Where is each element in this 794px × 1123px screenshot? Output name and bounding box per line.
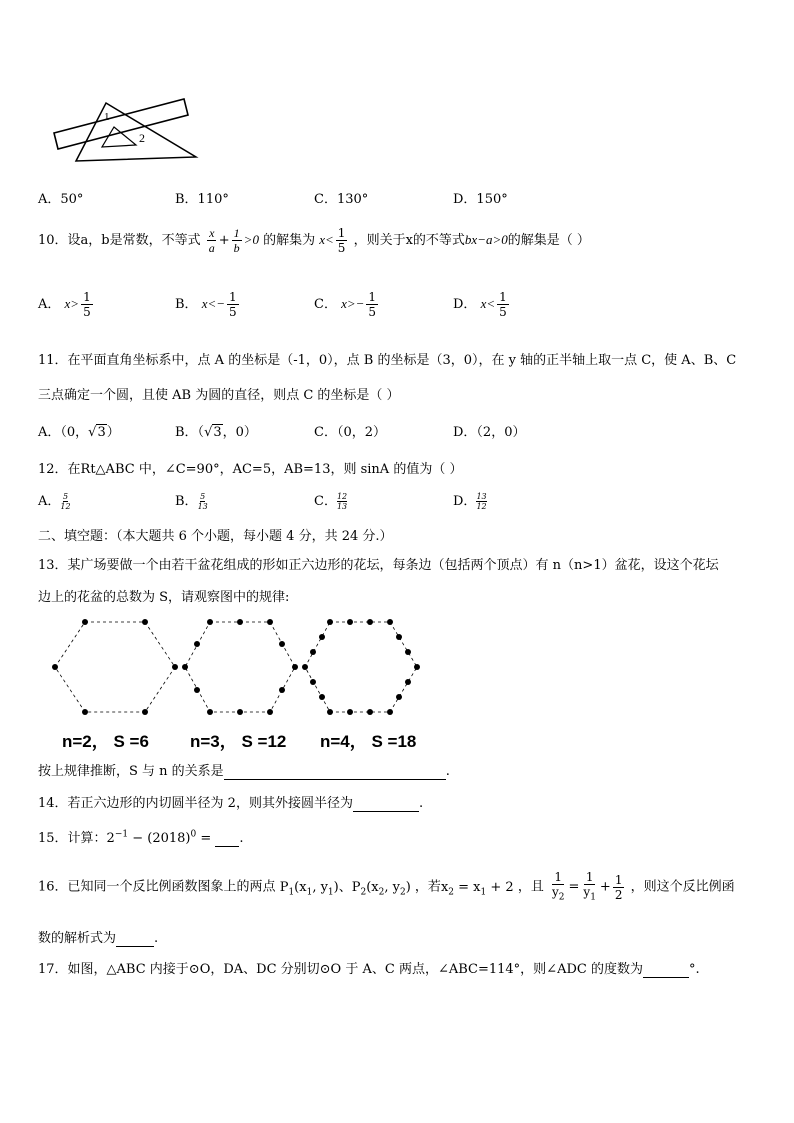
- q17-answer-blank[interactable]: [643, 962, 689, 978]
- triangle-ruler-figure: [44, 95, 204, 165]
- q9-option-b[interactable]: B．110°: [175, 192, 229, 207]
- q11-option-a[interactable]: A．（0，√3）: [38, 425, 120, 440]
- q11-option-b[interactable]: B．（√3，0）: [175, 425, 257, 440]
- q9-option-d[interactable]: D．150°: [453, 192, 508, 207]
- q10-option-c[interactable]: C． x>− $\frac{1}{5}$: [314, 290, 377, 319]
- q10-stem: 10．设a，b是常数，不等式 $\frac{x}{a}$ + $\frac{1}{b}$ >0 的解集为 x< $\frac{1}{5}$ ，则关于x的不等式bx−a>0的解集是（ ）: [38, 226, 590, 255]
- q13-answer-blank[interactable]: [224, 764, 446, 780]
- caption-n4: n=4， S =18: [320, 732, 417, 751]
- hexagon-n2: [55, 622, 175, 712]
- q12-option-b[interactable]: B． $\frac{5}{13}$: [175, 492, 208, 511]
- q12-option-c[interactable]: C． $\frac{12}{13}$: [314, 492, 348, 511]
- q14-stem: 14．若正六边形的内切圆半径为 2，则其外接圆半径为 .: [38, 796, 424, 811]
- hexagon-n3: [185, 622, 295, 712]
- q16-stem: 16．已知同一个反比例函数图象上的两点 $P_1(x_1$, $y_1$)、$P_2(x_2$, $y_2$) ，若$x_2 = x_1 + 2$ ，且 $\frac{1}{y_2}$ = $\frac{1}{y_1}$ + $\frac{1}{2}$ ，则这个反比例函: [38, 870, 735, 903]
- q13-answer-line: 按上规律推断，S 与 n 的关系是 .: [38, 764, 450, 779]
- q12-stem: 12．在Rt△ABC 中，∠C=90°，AC=5，AB=13，则 sinA 的值为（ ）: [38, 462, 463, 477]
- angle-label-2: 2: [139, 131, 145, 145]
- section-heading: 二、填空题：（本大题共 6 个小题，每小题 4 分，共 24 分.）: [38, 529, 393, 544]
- q11-option-c[interactable]: C．（0，2）: [314, 425, 386, 440]
- ruler: [54, 99, 188, 149]
- q12-option-d[interactable]: D． $\frac{13}{12}$: [453, 492, 487, 511]
- q14-answer-blank[interactable]: [353, 796, 419, 812]
- q9-option-a[interactable]: A．50°: [38, 192, 84, 207]
- q10-option-a[interactable]: A． x> $\frac{1}{5}$: [38, 290, 91, 319]
- flower-pots-n4: [302, 619, 420, 715]
- q15-stem: 15．计算：$2^{-1} - (2018)^0$ = .: [38, 829, 244, 846]
- q16-answer-blank[interactable]: [116, 931, 154, 947]
- q11-line2: 三点确定一个圆，且使 AB 为圆的直径，则点 C 的坐标是（ ）: [38, 388, 400, 403]
- q13-line1: 13．某广场要做一个由若干盆花组成的形如正六边形的花坛，每条边（包括两个顶点）有 n（n>1）盆花，设这个花坛: [38, 558, 719, 573]
- flower-pots-n3: [182, 619, 298, 715]
- q16-line2: 数的解析式为 .: [38, 931, 159, 946]
- caption-n3: n=3， S =12: [190, 732, 287, 751]
- flower-pots-n2: [52, 619, 178, 715]
- q13-line2: 边上的花盆的总数为 S，请观察图中的规律:: [38, 590, 290, 605]
- caption-n2: n=2， S =6: [62, 732, 149, 751]
- q15-answer-blank[interactable]: [215, 831, 239, 847]
- q11-option-d[interactable]: D．（2，0）: [453, 425, 526, 440]
- q10-option-b[interactable]: B． x<− $\frac{1}{5}$: [175, 290, 237, 319]
- hexagon-pattern-figure: [45, 612, 435, 722]
- q10-option-d[interactable]: D． x< $\frac{1}{5}$: [453, 290, 507, 319]
- q11-line1: 11．在平面直角坐标系中，点 A 的坐标是（-1，0），点 B 的坐标是（3，0），在 y 轴的正半轴上取一点 C，使 A、B、C: [38, 353, 737, 368]
- q17-stem: 17．如图，△ABC 内接于⊙O，DA、DC 分别切⊙O 于 A、C 两点，∠ABC=114°，则∠ADC 的度数为 °.: [38, 962, 700, 977]
- q9-option-c[interactable]: C．130°: [314, 192, 369, 207]
- angle-label-1: 1: [104, 111, 110, 123]
- q12-option-a[interactable]: A． $\frac{5}{12}$: [38, 492, 71, 511]
